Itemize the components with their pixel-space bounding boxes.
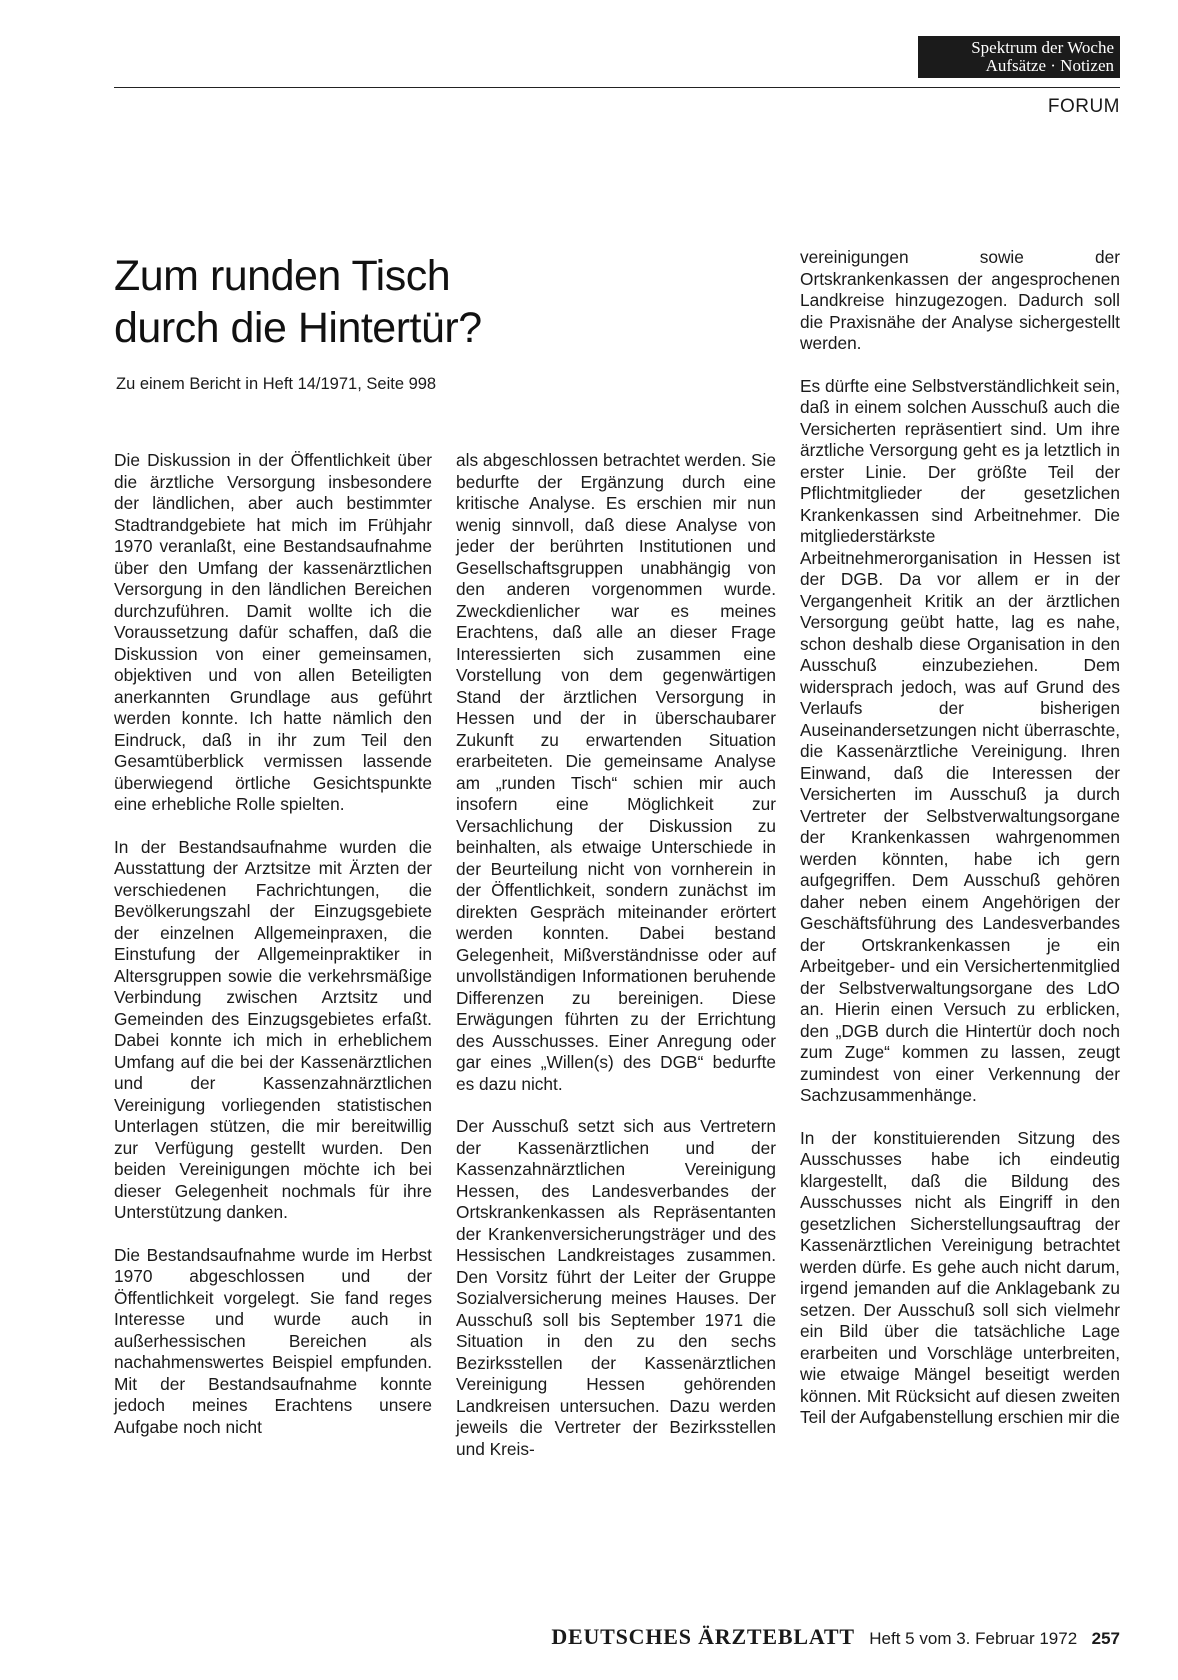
paragraph: vereinigungen sowie der Ortskrankenkassen der angesprochenen Landkreise hinzugezogen. Dadurch soll die Praxisnähe der Analyse sichergestellt werden. [800,247,1120,353]
article-subtitle: Zu einem Bericht in Heft 14/1971, Seite 998 [116,375,437,393]
title-line-1: Zum runden Tisch [114,252,451,300]
paragraph: In der Bestandsaufnahme wurden die Ausstattung der Arztsitze mit Ärzten der verschiedenen Fachrichtungen, die Bevölkerungszahl der Einzugsgebiete der einzelnen Allgemeinpraxen, die Einstufung der Allgemeinpraktiker in Altersgruppen sowie die verkehrsmäßige Verbindung zwischen Arztsitz und Gemeinden des Einzugsgebietes erfaßt. Dabei konnte ich mich in erheblichem Umfang auf die bei der Kassenärztlichen und der Kassenzahnärztlichen Vereinigung vorliegenden statistischen Unterlagen stützen, die mir bereitwillig zur Verfügung gestellt wurden. Den beiden Vereinigungen möchte ich bei dieser Gelegenheit nochmals für ihre Unterstützung danken. [114,836,432,1222]
section-tag [918,36,1120,78]
article-title [114,250,482,354]
paragraph: Die Diskussion in der Öffentlichkeit über die ärztliche Versorgung insbesondere der ländlichen, aber auch bestimmter Stadtrandgebiete hat mich im Frühjahr 1970 veranlaßt, eine Bestandsaufnahme über den Umfang der kassenärztlichen Versorgung in den ländlichen Bereichen durchzuführen. Damit wollte ich die Voraussetzung dafür schaffen, daß die Diskussion von einer gemeinsamen, objektiven und von allen Beteiligten anerkannten Grundlage aus geführt werden konnte. Ich hatte nämlich den Eindruck, daß in ihr zum Teil den Gesamtüberblick vermissen lassende überwiegend örtliche Gesichtspunkte eine erhebliche Rolle spielten. [114,450,432,814]
paragraph: Es dürfte eine Selbstverständlichkeit sein, daß in einem solchen Ausschuß auch die Versicherten repräsentiert sind. Um ihre ärztliche Versorgung geht es ja letztlich in erster Linie. Der größte Teil der Pflichtmitglieder der gesetzlichen Krankenkassen sind Arbeitnehmer. Die mitgliederstärkste Arbeitnehmerorganisation in Hessen ist der DGB. Da vor allem er in der Vergangenheit Kritik an der ärztlichen Versorgung geübt hatte, lag es nahe, schon deshalb diese Organisation in den Ausschuß einzubeziehen. Dem widersprach jedoch, was auf Grund des Verlaufs der bisherigen Auseinandersetzungen nicht überraschte, die Kassenärztliche Vereinigung. Ihren Einwand, daß die Interessen der Versicherten im Ausschuß ja durch Vertreter der Selbstverwaltungsorgane der Krankenkassen wahrgenommen werden könnten, habe ich gern aufgegriffen. Dem Ausschuß gehören daher neben einem Angehörigen der Geschäftsführung des Landesverbandes der Ortskrankenkassen je ein Arbeitgeber- und ein Versichertenmitglied der Selbstverwaltungsorgane des LdO an. Hierin einen Versuch zu erblicken, den „DGB durch die Hintertür doch noch zum Zuge“ kommen zu lassen, zeugt zumindest von einer Verkennung der Sachzusammenhänge. [800,375,1120,1105]
text-column-2 [456,450,776,1481]
paragraph: als abgeschlossen betrachtet werden. Sie bedurfte der Ergänzung durch eine kritische Analyse. Es erschien mir nun wenig sinnvoll, daß diese Analyse von jeder der berührten Institutionen und Gesellschaftsgruppen unabhängig von den anderen vorgenommen wurde. Zweckdienlicher war es meines Erachtens, daß alle an dieser Frage Interessierten sich zusammen eine Vorstellung von dem gegenwärtigen Stand der ärztlichen Versorgung in Hessen und der in überschaubarer Zukunft zu erwartenden Situation erarbeiteten. Die gemeinsame Analyse am „runden Tisch“ schien mir auch insofern eine Möglichkeit zur Versachlichung der Diskussion zu beinhalten, als etwaige Unterschiede in der Beurteilung nicht von vornherein in der Öffentlichkeit, sondern zunächst im direkten Gespräch miteinander erörtert werden konnten. Dabei bestand Gelegenheit, Mißverständnisse oder auf unvollständigen Informationen beruhende Differenzen zu bereinigen. Diese Erwägungen führten zu der Errichtung des Ausschusses. Einer Anregung oder gar eines „Willen(s) des DGB“ bedurfte es dazu nicht. [456,450,776,1094]
journal-name: DEUTSCHES ÄRZTEBLATT [551,1624,855,1649]
section-tag-line2: Aufsätze · Notizen [985,56,1114,75]
paragraph: In der konstituierenden Sitzung des Ausschusses habe ich eindeutig klargestellt, daß die Bildung des Ausschusses nicht als Eingriff in den gesetzlichen Sicherstellungsauftrag der Kassenärztlichen Vereinigung betrachtet werden dürfe. Es gehe auch nicht darum, irgend jemanden auf die Anklagebank zu setzen. Der Ausschuß soll sich vielmehr ein Bild über die tatsächliche Lage erarbeiten und Vorschläge unterbreiten, wie etwaige Mängel beseitigt werden können. Mit Rücksicht auf diesen zweiten Teil der Aufgabenstellung erschien mir die [800,1127,1120,1427]
section-tag-line1: Spektrum der Woche [971,38,1114,57]
paragraph: Die Bestandsaufnahme wurde im Herbst 1970 abgeschlossen und der Öffentlichkeit vorgelegt. Sie fand reges Interesse und wurde auch in außerhessischen Bereichen als nachahmenswertes Beispiel empfunden. Mit der Bestandsaufnahme konnte jedoch meines Erachtens unsere Aufgabe noch nicht [114,1244,432,1437]
text-column-1 [114,450,432,1459]
issue-info: Heft 5 vom 3. Februar 1972 [869,1629,1078,1648]
page-footer [551,1624,1120,1650]
page-number: 257 [1091,1629,1120,1648]
title-line-2: durch die Hintertür? [114,304,482,352]
category-label: FORUM [1047,96,1120,117]
header-rule [114,87,1120,88]
paragraph: Der Ausschuß setzt sich aus Vertretern der Kassenärztlichen und der Kassenzahnärztlichen Vereinigung Hessen, des Landesverbandes der Ortskrankenkassen als Repräsentanten der Krankenversicherungsträger und des Hessischen Landkreistages zusammen. Den Vorsitz führt der Leiter der Gruppe Sozialversicherung meines Hauses. Der Ausschuß soll bis September 1971 die Situation in den zu den sechs Bezirksstellen der Kassenärztlichen Vereinigung Hessen gehörenden Landkreisen untersuchen. Dazu werden jeweils die Vertreter der Bezirksstellen und Kreis- [456,1116,776,1459]
text-column-3 [800,247,1120,1450]
